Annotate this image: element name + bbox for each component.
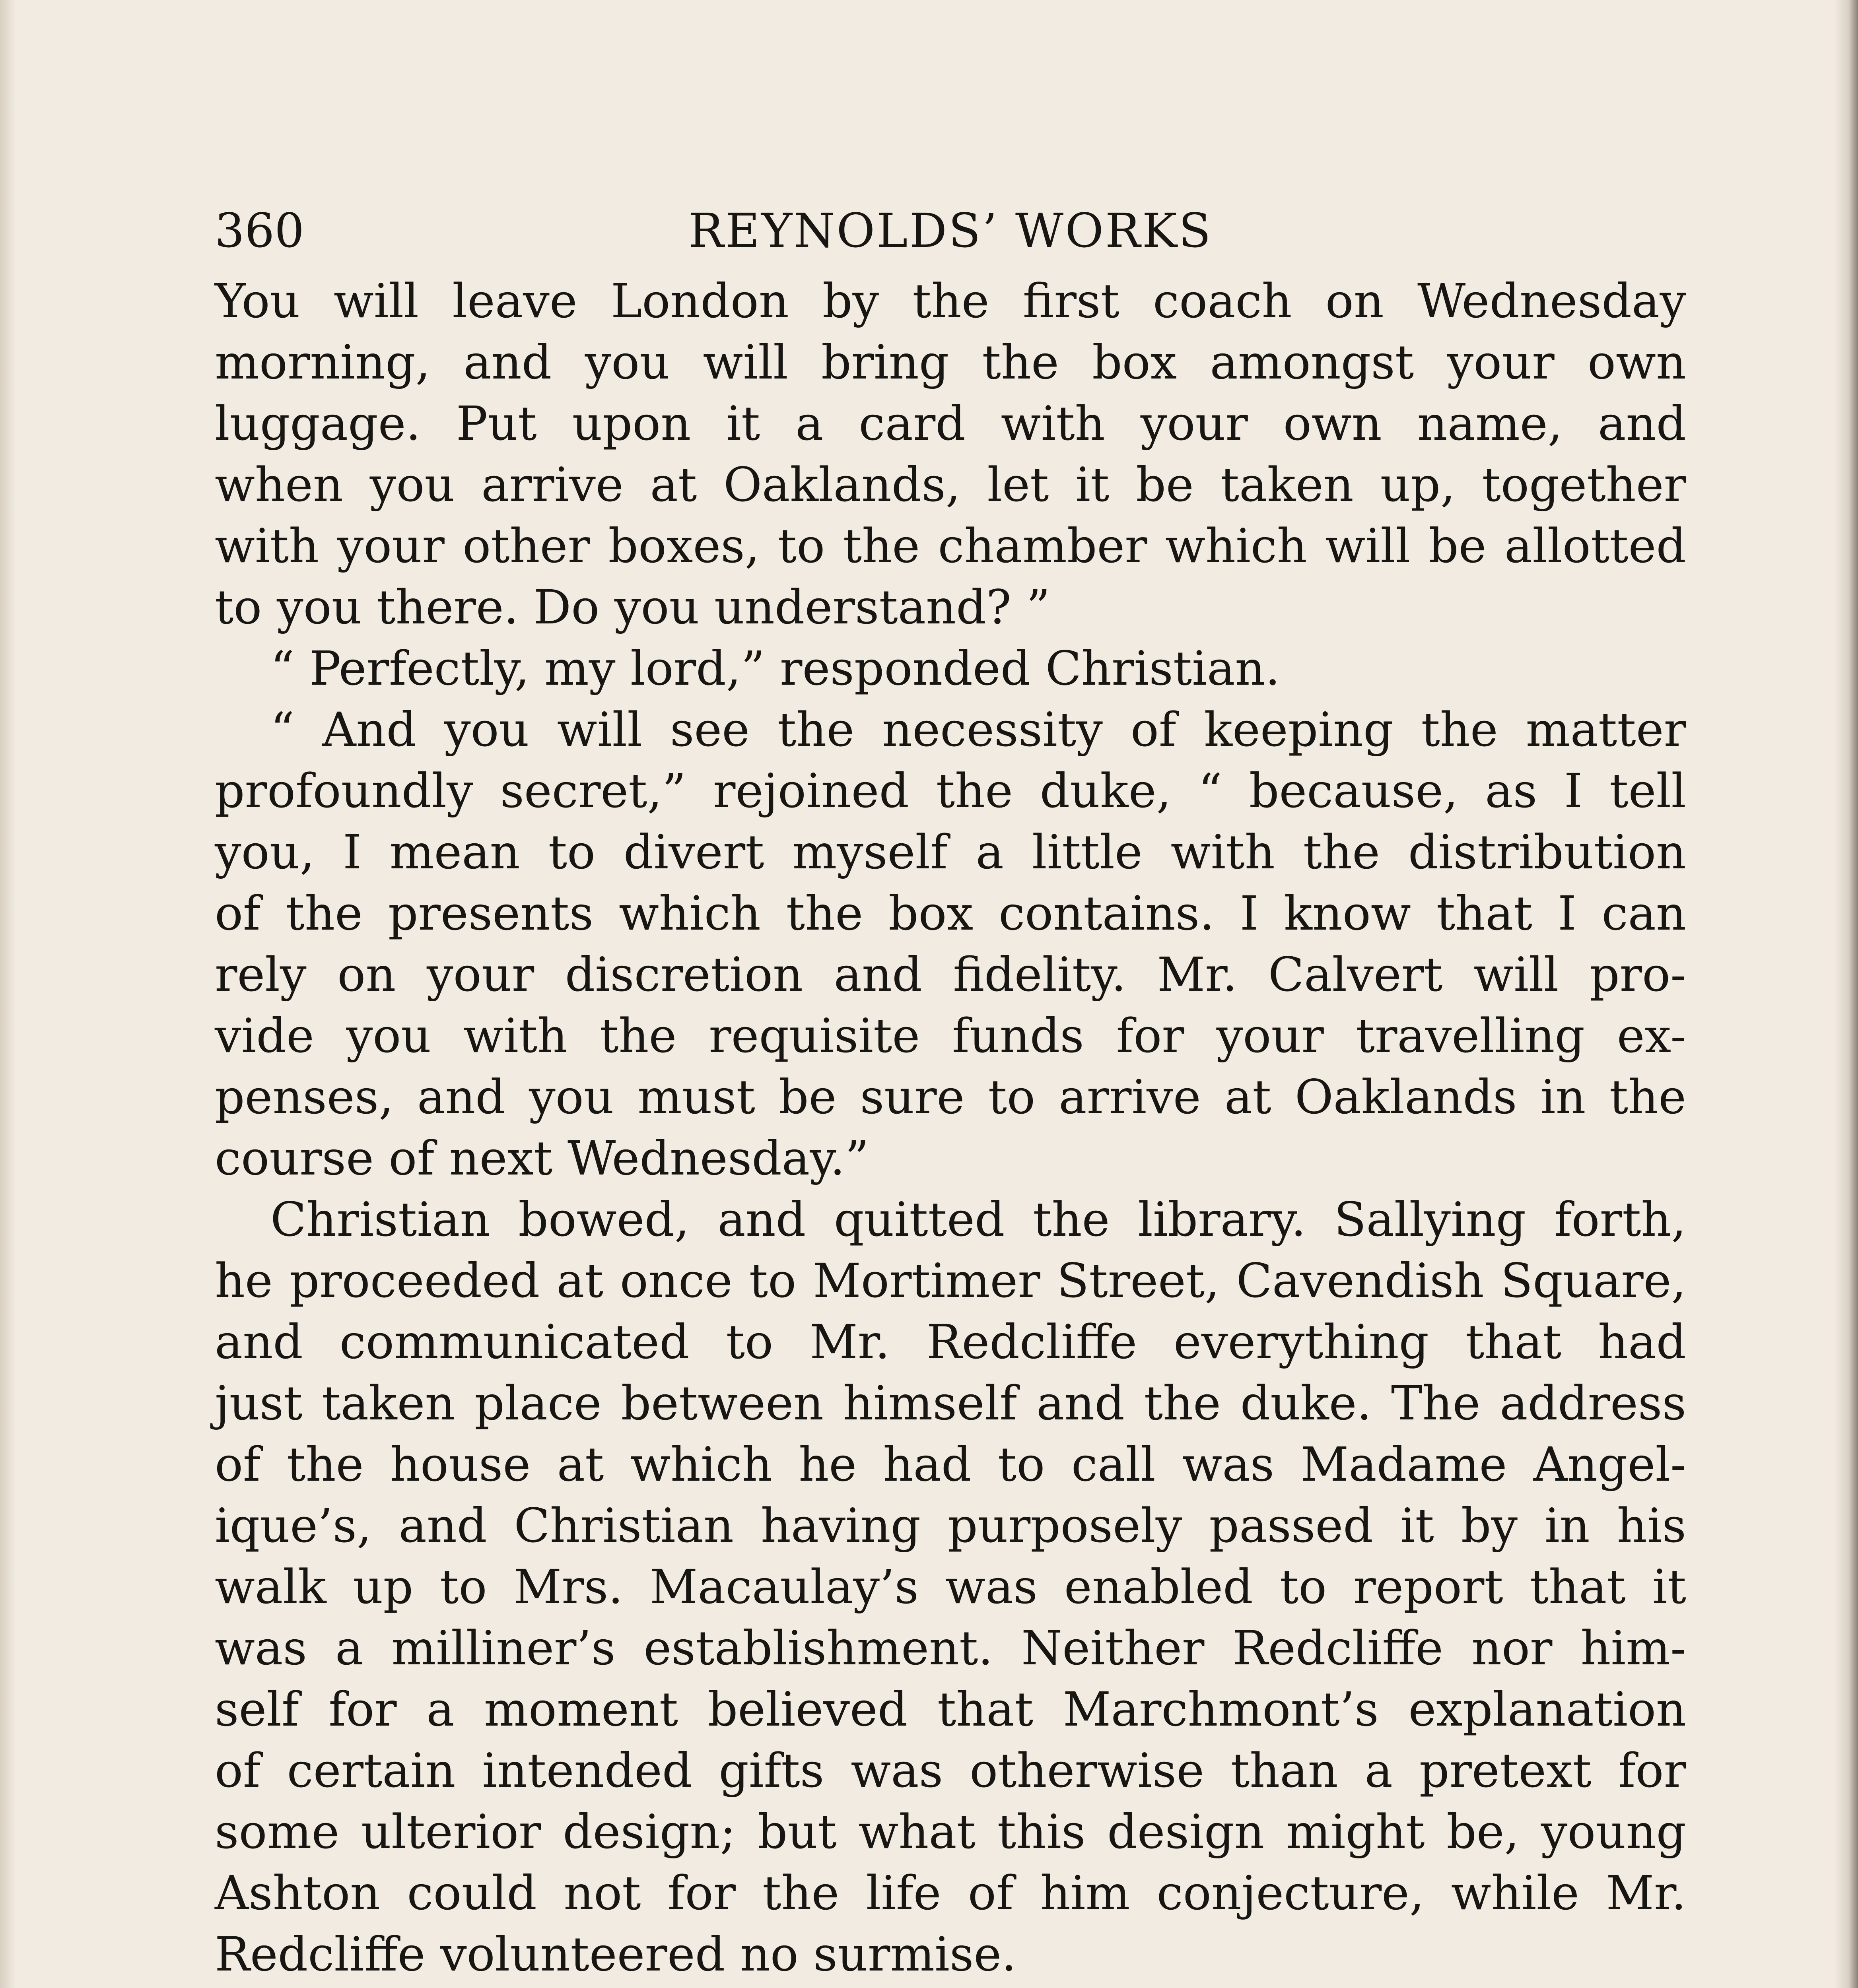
text-line: you, I mean to divert myself a little with the distribution xyxy=(215,825,1686,879)
book-page xyxy=(215,199,1686,1988)
text-line xyxy=(215,1985,1686,1988)
text-line: self for a moment believed that Marchmont’s explanation xyxy=(215,1682,1686,1737)
text-line: of certain intended gifts was otherwise than a pretext for xyxy=(215,1743,1686,1798)
text-line: morning, and you will bring the box amongst your own xyxy=(215,335,1686,390)
text-line: of the presents which the box contains. I know that I can xyxy=(215,886,1686,941)
text-line: when you arrive at Oaklands, let it be taken up, together xyxy=(215,457,1686,512)
text-line: vide you with the requisite funds for your travelling ex- xyxy=(215,1008,1686,1063)
running-head xyxy=(215,199,1686,262)
body-text xyxy=(215,270,1686,1988)
text-line: was a milliner’s establishment. Neither Redcliffe nor him- xyxy=(215,1621,1686,1675)
page-number: 360 xyxy=(215,203,305,258)
scan-edge-left xyxy=(0,0,16,1988)
text-line: profoundly secret,” rejoined the duke, “ because, as I tell xyxy=(215,763,1686,818)
text-line: rely on your discretion and fidelity. Mr. Calvert will pro- xyxy=(215,947,1686,1002)
text-line: some ulterior design; but what this design might be, young xyxy=(215,1804,1686,1859)
text-line: You will leave London by the first coach on Wednesday xyxy=(215,274,1686,328)
text-line: “ And you will see the necessity of keeping the matter xyxy=(270,702,1686,757)
text-line: “ Perfectly, my lord,” responded Christian. xyxy=(270,641,1280,696)
text-line: Christian bowed, and quitted the library. Sallying forth, xyxy=(270,1192,1686,1247)
text-line: he proceeded at once to Mortimer Street, Cavendish Square, xyxy=(215,1253,1686,1308)
text-line: penses, and you must be sure to arrive at Oaklands in the xyxy=(215,1070,1686,1124)
text-line: with your other boxes, to the chamber which will be allotted xyxy=(215,518,1686,573)
scan-edge-right xyxy=(1834,0,1858,1988)
text-line: course of next Wednesday.” xyxy=(215,1131,869,1186)
text-line: walk up to Mrs. Macaulay’s was enabled to report that it xyxy=(215,1559,1686,1614)
text-line: and communicated to Mr. Redcliffe everything that had xyxy=(215,1314,1686,1369)
text-line: luggage. Put upon it a card with your own name, and xyxy=(215,396,1686,451)
running-title: REYNOLDS’ WORKS xyxy=(688,203,1213,258)
text-line: to you there. Do you understand? ” xyxy=(215,580,1050,635)
text-line: Redcliffe volunteered no surmise. xyxy=(215,1927,1016,1982)
text-line: ique’s, and Christian having purposely passed it by in his xyxy=(215,1498,1686,1553)
text-line: Ashton could not for the life of him conjecture, while Mr. xyxy=(215,1866,1686,1920)
text-line: of the house at which he had to call was Madame Angel- xyxy=(215,1437,1686,1492)
text-line: just taken place between himself and the duke. The address xyxy=(215,1376,1686,1431)
